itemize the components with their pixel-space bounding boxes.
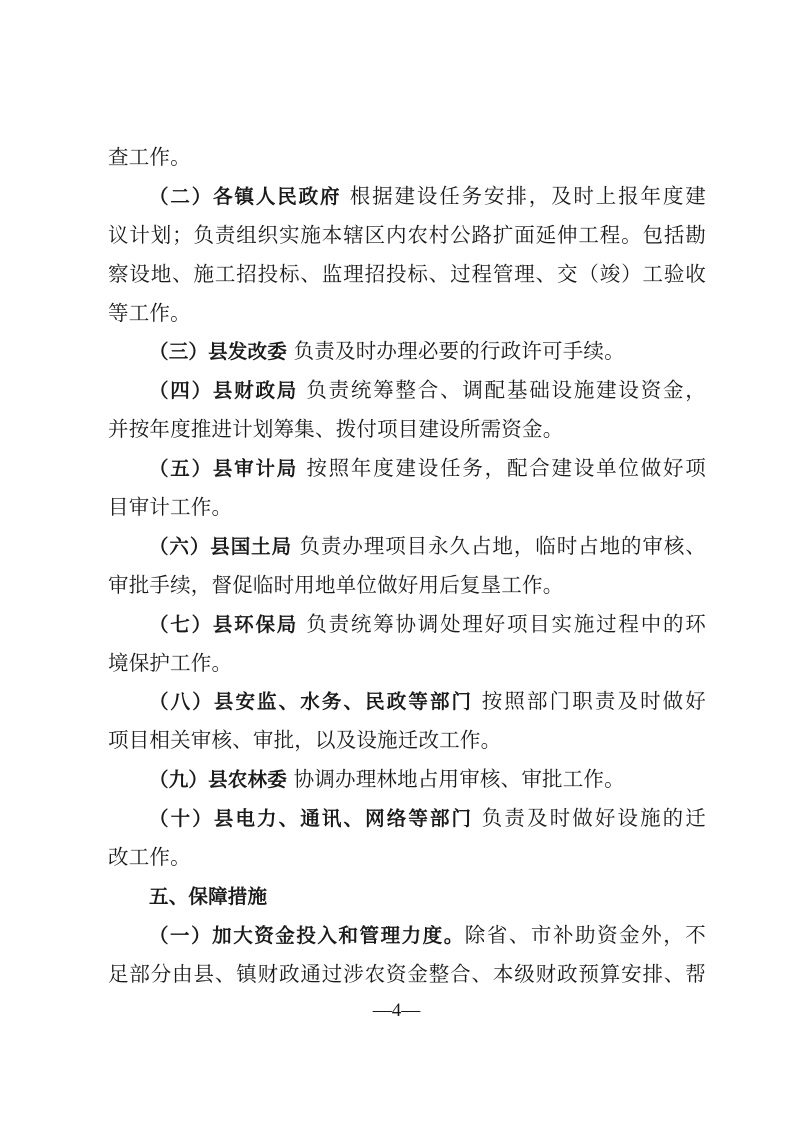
paragraph-line	[108, 605, 706, 644]
clause-heading: （八）县安监、水务、民政等部门	[149, 690, 474, 714]
paragraph-line	[108, 216, 706, 255]
line-text: 足部分由县、镇财政通过涉农资金整合、本级财政预算安排、帮	[108, 961, 706, 986]
paragraph-line	[108, 955, 706, 994]
line-text: 负责统筹整合、调配基础设施建设资金，	[298, 378, 706, 403]
paragraph-line	[108, 838, 706, 877]
line-text: 并按年度推进计划筹集、拨付项目建设所需资金。	[108, 417, 564, 442]
line-text: 除省、市补助资金外，不	[464, 922, 706, 947]
paragraph-line	[108, 294, 706, 333]
clause-heading: （二）各镇人民政府	[149, 184, 342, 208]
line-text: 按照部门职责及时做好	[473, 689, 706, 714]
section-heading: 五、保障措施	[149, 884, 268, 908]
paragraph-line	[108, 566, 706, 605]
paragraph-line	[108, 916, 706, 955]
paragraph-line	[108, 799, 706, 838]
clause-heading: （七）县环保局	[149, 612, 299, 636]
paragraph-line	[108, 255, 706, 294]
line-text: 项目相关审核、审批，以及设施迁改工作。	[108, 728, 502, 753]
clause-heading: （四）县财政局	[149, 379, 299, 403]
line-text: 负责办理项目永久占地，临时占地的审核、	[292, 533, 707, 558]
line-text: 目审计工作。	[108, 495, 233, 520]
line-text: 协调办理林地占用审核、审批工作。	[286, 767, 625, 792]
line-text: 负责统筹协调处理好项目实施过程中的环	[298, 611, 706, 636]
line-text: 根据建设任务安排，及时上报年度建	[341, 183, 706, 208]
page-number: —4—	[372, 1000, 421, 1021]
paragraph-line	[108, 449, 706, 488]
clause-heading: （一）加大资金投入和管理力度。	[149, 923, 465, 947]
paragraph-line	[108, 721, 706, 760]
line-text: 审批手续，督促临时用地单位做好用后复垦工作。	[108, 572, 564, 597]
paragraph-line	[108, 760, 706, 799]
clause-heading: （三）县发改委	[149, 340, 287, 364]
body-text	[108, 138, 706, 994]
line-text: 负责及时办理必要的行政许可手续。	[286, 339, 625, 364]
paragraph-line	[108, 410, 706, 449]
line-text: 境保护工作。	[108, 650, 233, 675]
paragraph-line	[108, 644, 706, 683]
paragraph-line	[108, 371, 706, 410]
line-text: 议计划；负责组织实施本辖区内农村公路扩面延伸工程。包括勘	[108, 222, 706, 247]
clause-heading: （九）县农林委	[149, 768, 287, 792]
line-text: 察设地、施工招投标、监理招投标、过程管理、交（竣）工验收	[108, 261, 706, 286]
line-text: 负责及时做好设施的迁	[473, 806, 706, 831]
line-text: 等工作。	[108, 300, 191, 325]
section-heading-line	[108, 877, 706, 916]
paragraph-line	[108, 332, 706, 371]
clause-heading: （六）县国土局	[149, 534, 293, 558]
clause-heading: （五）县审计局	[149, 457, 299, 481]
line-text: 按照年度建设任务，配合建设单位做好项	[298, 456, 706, 481]
line-text: 改工作。	[108, 845, 191, 870]
line-text: 查工作。	[108, 145, 191, 169]
clause-heading: （十）县电力、通讯、网络等部门	[149, 807, 474, 831]
paragraph-line	[108, 527, 706, 566]
paragraph-line	[108, 138, 706, 177]
paragraph-line	[108, 488, 706, 527]
paragraph-line	[108, 682, 706, 721]
paragraph-line	[108, 177, 706, 216]
